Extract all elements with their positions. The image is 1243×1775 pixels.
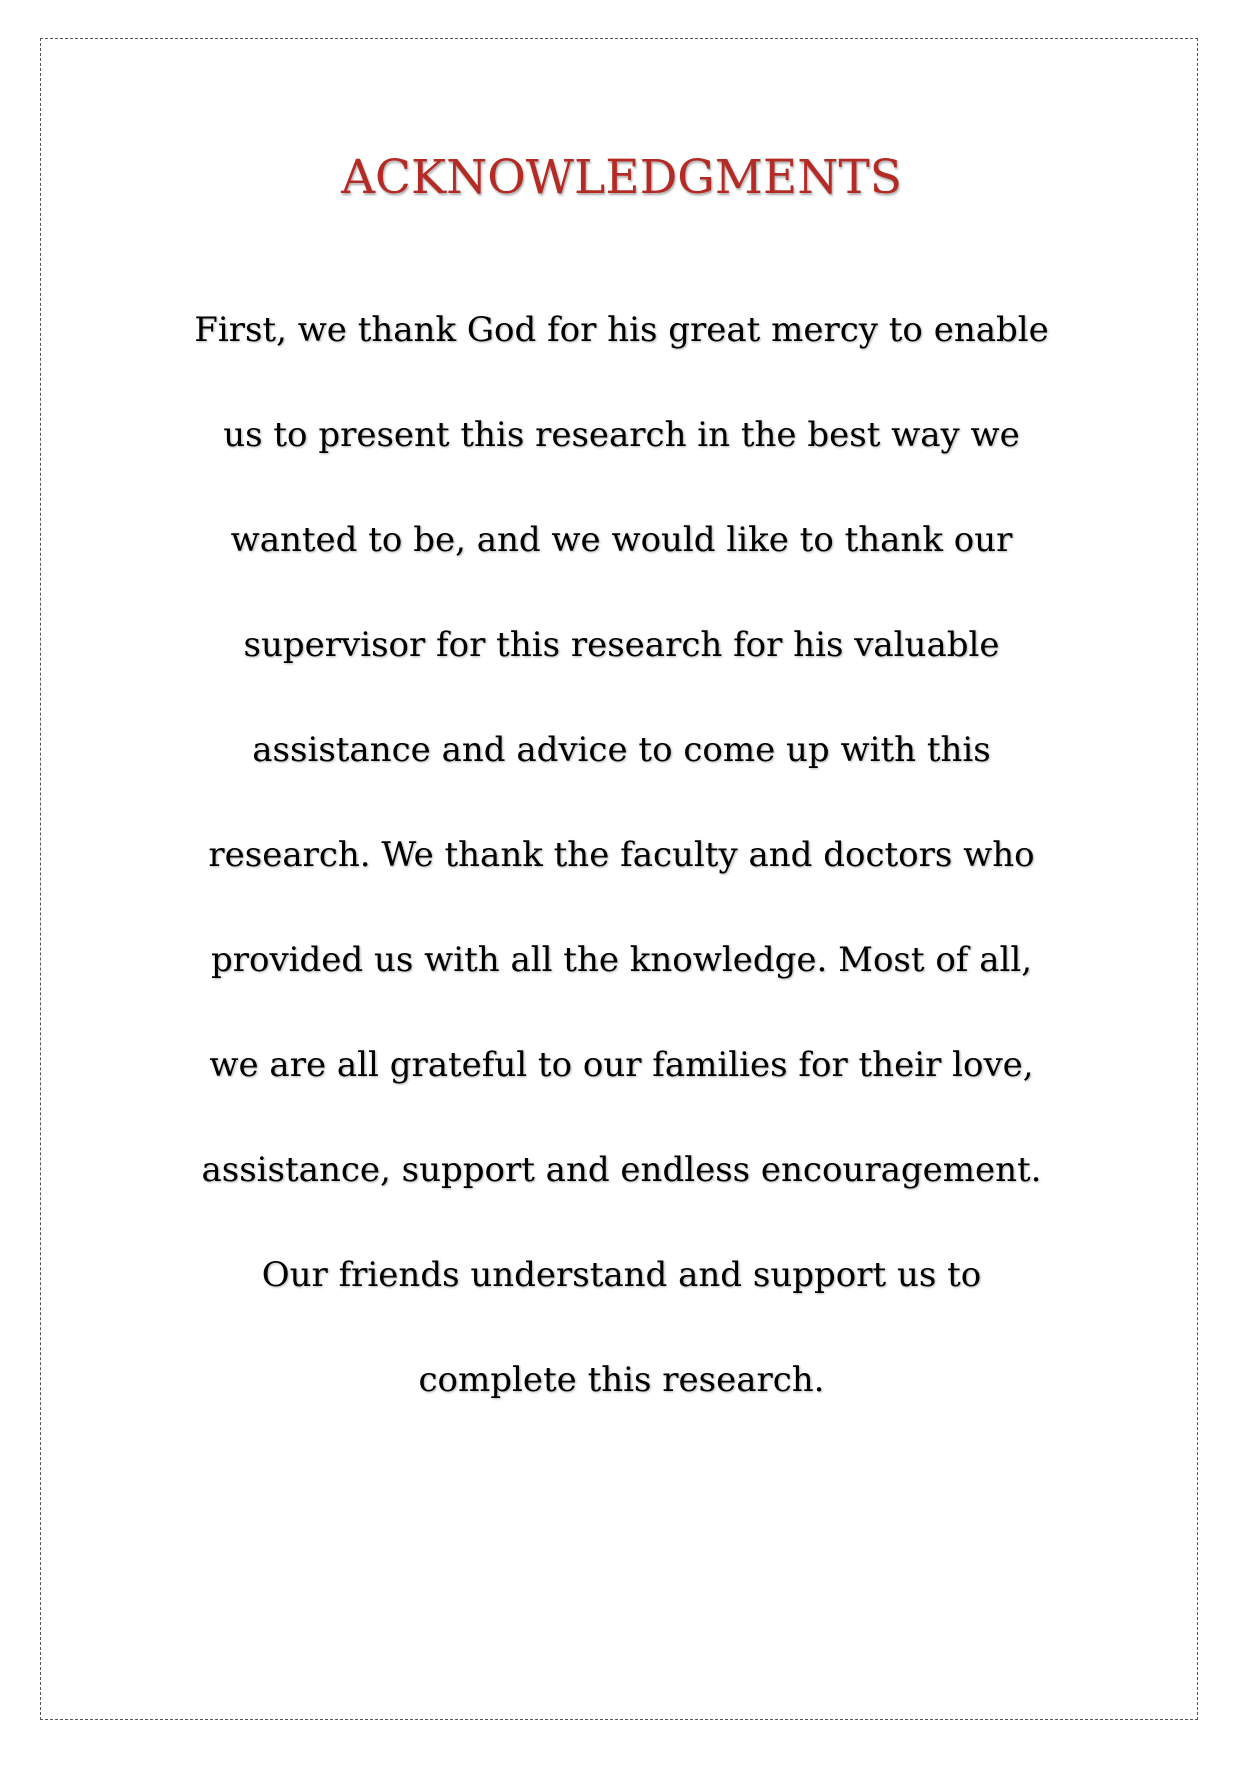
body-line: wanted to be, and we would like to thank our (230, 520, 1013, 560)
body-line: First, we thank God for his great mercy to enable (194, 310, 1049, 350)
body-line: provided us with all the knowledge. Most of all, (210, 940, 1033, 980)
acknowledgment-body (0, 310, 1243, 1465)
body-line: us to present this research in the best way we (223, 415, 1020, 455)
body-line: complete this research. (418, 1360, 825, 1400)
page-title: ACKNOWLEDGMENTS (341, 150, 902, 205)
body-line: we are all grateful to our families for their love, (209, 1045, 1034, 1085)
body-line: assistance and advice to come up with this (252, 730, 991, 770)
body-line: Our friends understand and support us to (261, 1255, 982, 1295)
body-line: supervisor for this research for his valuable (243, 625, 1000, 665)
body-line: research. We thank the faculty and doctors who (208, 835, 1035, 875)
body-line: assistance, support and endless encouragement. (201, 1150, 1042, 1190)
